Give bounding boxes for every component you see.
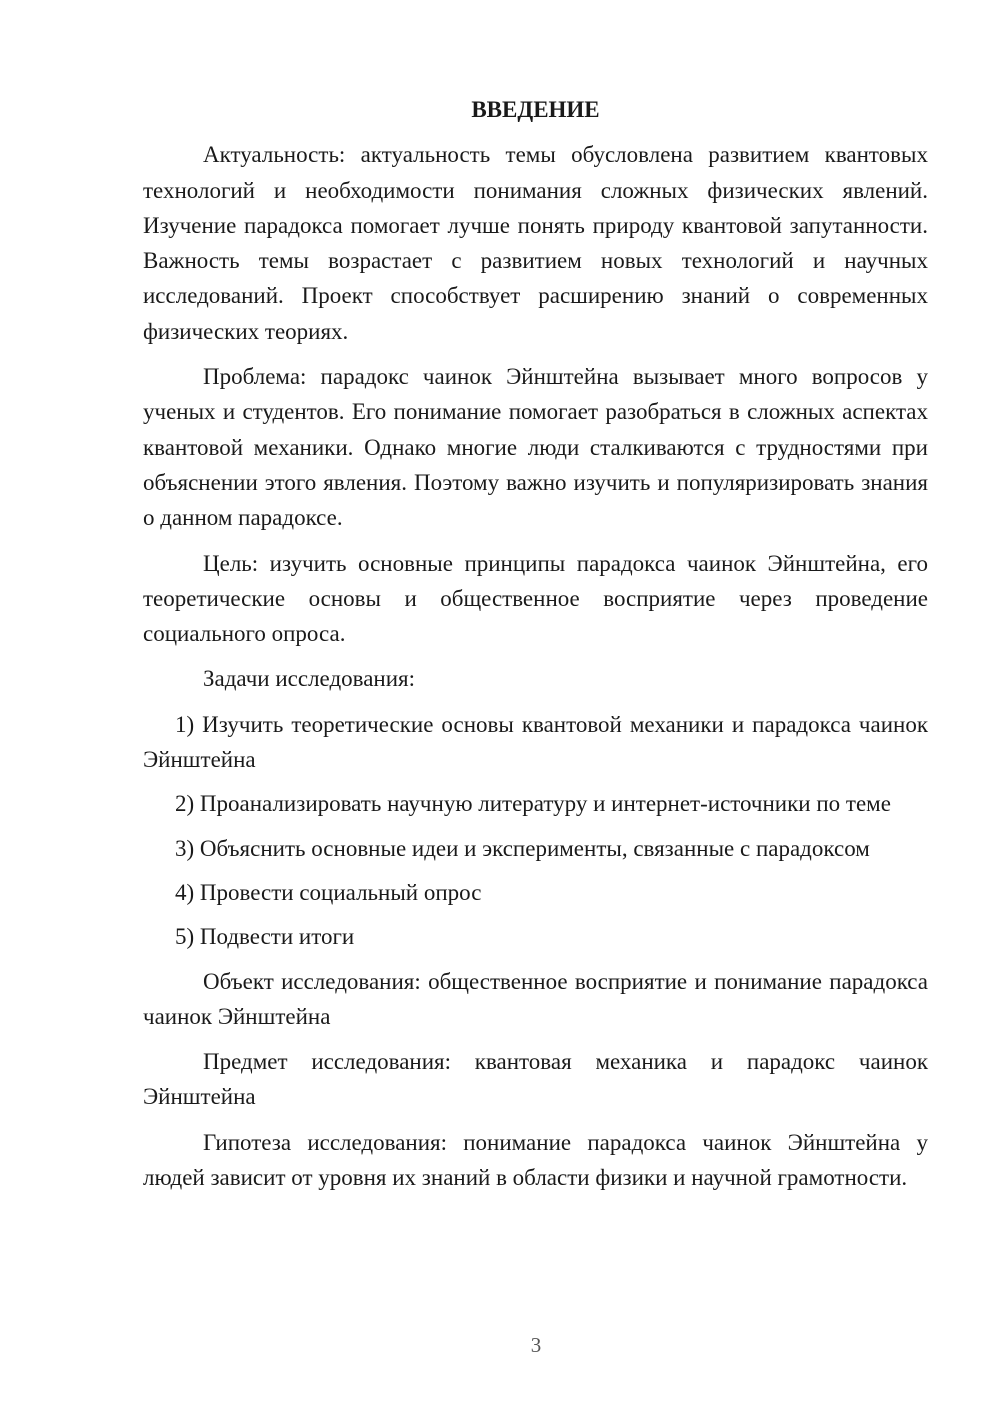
page-number: 3 — [530, 1333, 542, 1357]
goal-paragraph: Цель: изучить основные принципы парадокса чаинок Эйнштейна, его теоретические основы и общественное восприятие через проведение социального опроса. — [143, 550, 928, 647]
section-title: ВВЕДЕНИЕ — [471, 97, 600, 122]
subject-paragraph: Предмет исследования: квантовая механика и парадокс чаинок Эйнштейна — [143, 1049, 928, 1110]
relevance-paragraph: Актуальность: актуальность темы обусловлена развитием квантовых технологий и необходимости понимания сложных физических явлений. Изучение парадокса помогает лучше понять природу квантовой запутанности. Важность темы возрастает с развитием новых технологий и научных исследований. Проект способствует расширению знаний о современных физических теориях. — [143, 142, 928, 344]
problem-paragraph: Проблема: парадокс чаинок Эйнштейна вызывает много вопросов у ученых и студентов. Его понимание помогает разобраться в сложных аспектах квантовой механики. Однако многие люди сталкиваются с трудностями при объяснении этого явления. Поэтому важно изучить и популяризировать знания о данном парадоксе. — [143, 364, 928, 531]
object-paragraph: Объект исследования: общественное восприятие и понимание парадокса чаинок Эйнштейна — [143, 968, 928, 1029]
task-item-2: 2) Проанализировать научную литературу и интернет-источники по теме — [175, 791, 891, 817]
task-item-1: 1) Изучить теоретические основы квантовой механики и парадокса чаинок Эйнштейна — [143, 711, 928, 773]
tasks-heading: Задачи исследования: — [203, 666, 416, 692]
document-page — [143, 92, 928, 1205]
task-item-4: 4) Провести социальный опрос — [175, 879, 482, 905]
hypothesis-paragraph: Гипотеза исследования: понимание парадокса чаинок Эйнштейна у людей зависит от уровня их знаний в области физики и научной грамотности. — [143, 1129, 928, 1191]
task-item-3: 3) Объяснить основные идеи и эксперименты, связанные с парадоксом — [175, 835, 870, 861]
task-item-5: 5) Подвести итоги — [175, 924, 355, 950]
